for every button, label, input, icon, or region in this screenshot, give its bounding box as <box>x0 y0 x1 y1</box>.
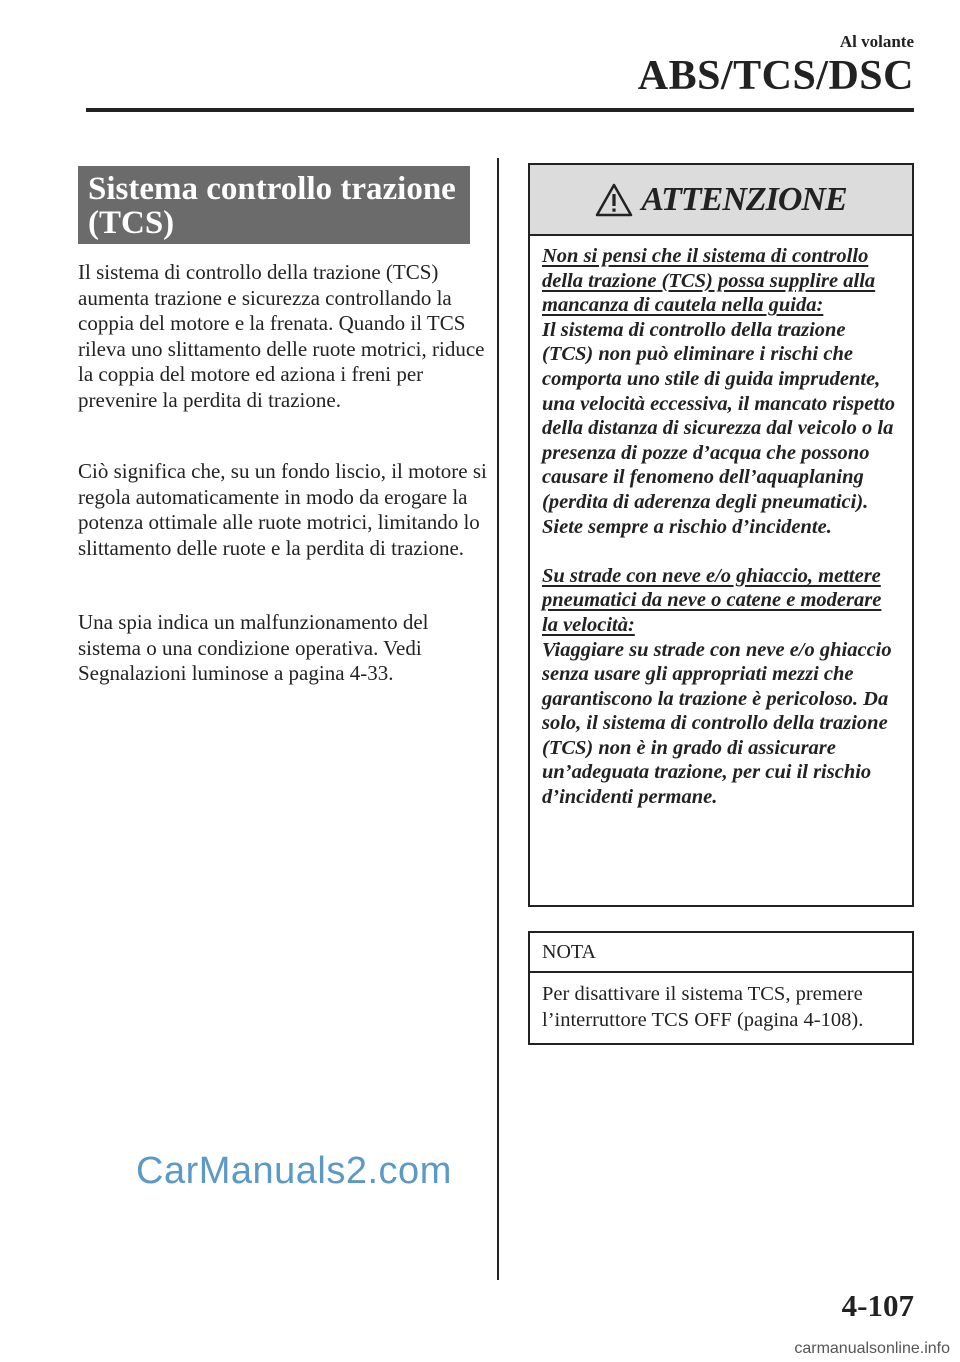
warning-body <box>530 236 912 810</box>
note-title: NOTA <box>530 933 912 973</box>
note-box <box>528 931 914 1045</box>
warning-box <box>528 163 914 907</box>
chapter-title: ABS/TCS/DSC <box>637 53 914 99</box>
warning-triangle-icon <box>595 183 633 217</box>
section-heading: Sistema controllo trazione (TCS) <box>78 166 470 244</box>
watermark: CarManuals2.com <box>136 1150 452 1192</box>
warning-header <box>530 165 912 236</box>
paragraph-indicator: Una spia indica un malfunzionamento del sistema o una condizione operativa. Vedi Segnalazioni luminose a pagina 4-33. <box>78 610 429 686</box>
warning-item-text: Il sistema di controllo della trazione (TCS) non può eliminare i rischi che comporta uno stile di guida imprudente, una velocità eccessiva, il mancato rispetto della distanza di sicurezza dal veicolo o la presenza di pozze d’acqua che possono causare il fenomeno dell’aquaplaning (perdita di aderenza degli pneumatici). Siete sempre a rischio d’incidente. <box>542 318 896 538</box>
header-rule <box>86 108 914 112</box>
warning-item-text: Viaggiare su strade con neve e/o ghiaccio senza usare gli appropriati mezzi che garantiscono la trazione è pericoloso. Da solo, il sistema di controllo della trazione (TCS) non è in grado di assicurare un’adeguata trazione, per cui il rischio d’incidenti permane. <box>542 638 892 809</box>
warning-item-heading: Su strade con neve e/o ghiaccio, mettere pneumatici da neve o catene e moderare la velocità: <box>542 564 882 636</box>
footer-url: carmanualsonline.info <box>794 1340 950 1357</box>
section-label: Al volante <box>839 32 914 51</box>
note-text: Per disattivare il sistema TCS, premere l’interruttore TCS OFF (pagina 4-108). <box>542 983 864 1031</box>
warning-title: ATTENZIONE <box>641 180 847 218</box>
warning-item-heading: Non si pensi che il sistema di controllo della trazione (TCS) possa supplire alla mancanza di cautela nella guida: <box>542 245 876 317</box>
paragraph-intro: Il sistema di controllo della trazione (TCS) aumenta trazione e sicurezza controllando la coppia del motore e la frenata. Quando il TCS rileva uno slittamento delle ruote motrici, riduce la coppia del motore ed aziona i freni per prevenire la perdita di trazione. <box>78 260 485 412</box>
paragraph-slippery-surface: Ciò significa che, su un fondo liscio, il motore si regola automaticamente in modo da erogare la potenza ottimale alle ruote motrici, limitando lo slittamento delle ruote e la perdita di trazione. <box>78 459 487 560</box>
page-number: 4-107 <box>841 1288 914 1323</box>
column-divider <box>497 158 499 1280</box>
